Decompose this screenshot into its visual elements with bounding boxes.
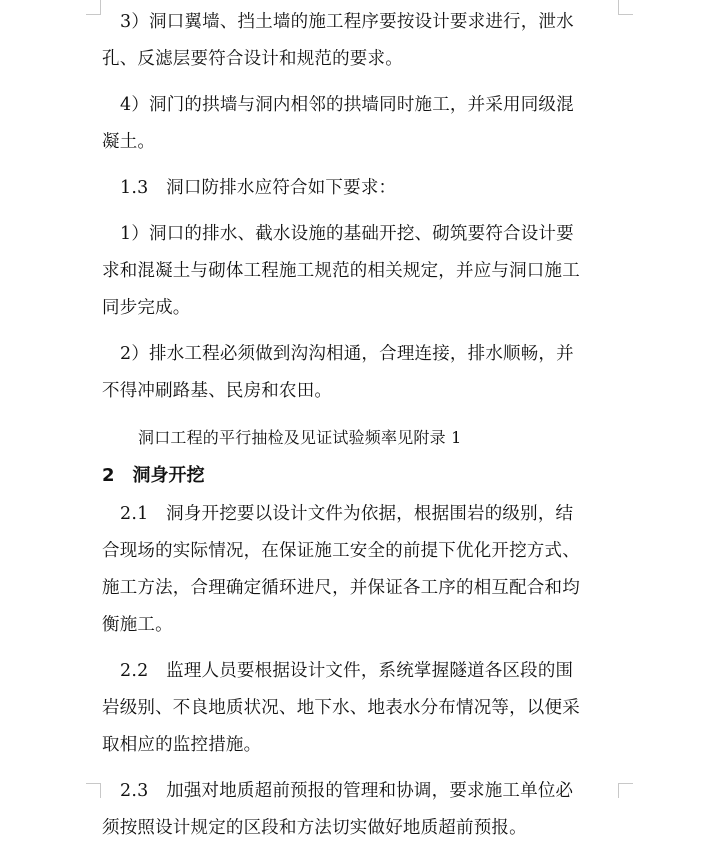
- paragraph-line: 求和混凝土与砌体工程施工规范的相关规定，并应与洞口施工: [102, 261, 580, 281]
- paragraph-line: 1）洞口的排水、截水设施的基础开挖、砌筑要符合设计要: [120, 224, 574, 244]
- paragraph-line: 4）洞门的拱墙与洞内相邻的拱墙同时施工，并采用同级混: [120, 95, 574, 115]
- paragraph-line: 岩级别、不良地质状况、地下水、地表水分布情况等，以便采: [102, 698, 580, 718]
- paragraph-line: 衡施工。: [102, 615, 173, 635]
- appendix-note: 洞口工程的平行抽检及见证试验频率见附录 1: [138, 428, 462, 447]
- paragraph-line: 2.1 洞身开挖要以设计文件为依据，根据围岩的级别，结: [120, 504, 574, 524]
- paragraph-line: 3）洞口翼墙、挡土墙的施工程序要按设计要求进行，泄水: [120, 12, 574, 32]
- page-corner-mark: [618, 783, 633, 798]
- page-corner-mark: [86, 783, 101, 798]
- paragraph-line: 1.3 洞口防排水应符合如下要求：: [120, 178, 397, 198]
- section-heading: 2 洞身开挖: [102, 465, 205, 486]
- paragraph-line: 2.2 监理人员要根据设计文件，系统掌握隧道各区段的围: [120, 661, 574, 681]
- paragraph-line: 2.3 加强对地质超前预报的管理和协调，要求施工单位必: [120, 781, 574, 801]
- page-corner-mark: [86, 0, 101, 15]
- paragraph-line: 2）排水工程必须做到沟沟相通，合理连接，排水顺畅，并: [120, 344, 574, 364]
- paragraph-line: 不得冲刷路基、民房和农田。: [102, 381, 333, 401]
- paragraph-line: 凝土。: [102, 132, 156, 152]
- paragraph-line: 须按照设计规定的区段和方法切实做好地质超前预报。: [102, 818, 527, 838]
- paragraph-line: 施工方法，合理确定循环进尺，并保证各工序的相互配合和均: [102, 578, 580, 598]
- page-corner-mark: [618, 0, 633, 15]
- paragraph-line: 孔、反滤层要符合设计和规范的要求。: [102, 49, 403, 69]
- paragraph-line: 合现场的实际情况，在保证施工安全的前提下优化开挖方式、: [102, 541, 580, 561]
- paragraph-line: 取相应的监控措施。: [102, 735, 262, 755]
- document-body: [102, 4, 614, 847]
- paragraph-line: 同步完成。: [102, 298, 191, 318]
